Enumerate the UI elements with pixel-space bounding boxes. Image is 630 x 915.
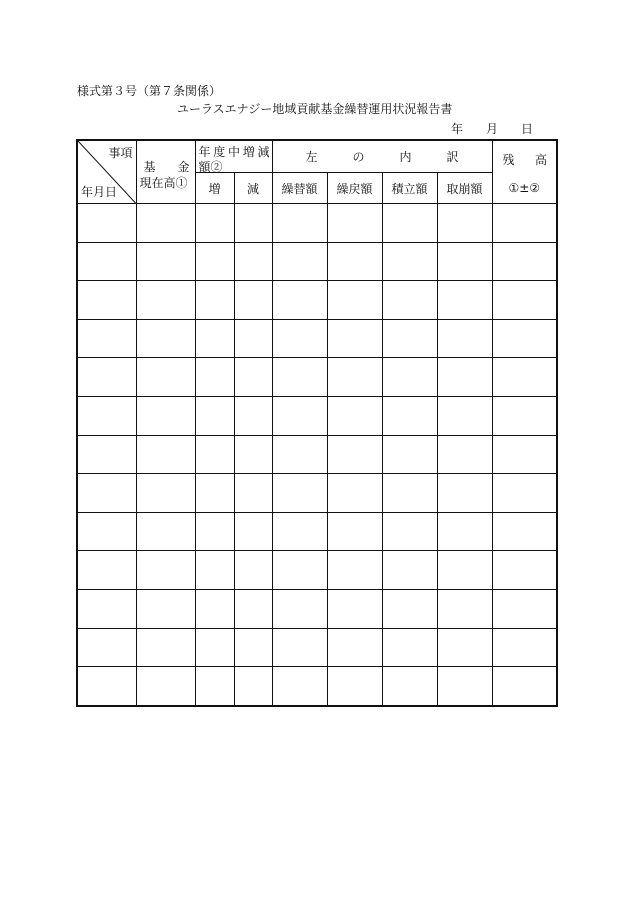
table-row (77, 589, 557, 628)
table-row (77, 319, 557, 358)
reserve-cell (382, 281, 437, 320)
transfer-cell (272, 435, 327, 474)
breakdown-header-cell (272, 140, 492, 173)
form-number: 様式第３号（第７条関係） (77, 84, 222, 98)
transfer-cell (272, 319, 327, 358)
balance-cell (492, 512, 557, 551)
withdrawal-cell (437, 281, 492, 320)
base-amount-cell (136, 204, 195, 243)
date-cell (77, 551, 136, 590)
increase-cell (195, 396, 234, 435)
transfer-cell (272, 204, 327, 243)
date-cell (77, 667, 136, 706)
transfer-column-header: 繰替額 (272, 173, 327, 204)
date-cell (77, 435, 136, 474)
document-title: ユーラスエナジー地域貢献基金繰替運用状況報告書 (177, 102, 453, 116)
increase-cell (195, 242, 234, 281)
decrease-cell (234, 204, 272, 243)
return-cell (327, 319, 382, 358)
table-row (77, 358, 557, 397)
withdrawal-cell (437, 319, 492, 358)
withdrawal-cell (437, 435, 492, 474)
transfer-cell (272, 281, 327, 320)
increase-cell (195, 589, 234, 628)
date-cell (77, 628, 136, 667)
decrease-column-header: 減 (234, 173, 272, 204)
corner-header-cell (77, 140, 136, 204)
base-label (144, 158, 190, 175)
transfer-cell (272, 512, 327, 551)
table-row (77, 396, 557, 435)
balance-label-char: 残 (502, 153, 515, 167)
inc-label-char: 年 (198, 145, 211, 159)
return-cell (327, 435, 382, 474)
increase-cell (195, 319, 234, 358)
reserve-cell (382, 319, 437, 358)
withdrawal-cell (437, 551, 492, 590)
reserve-cell (382, 204, 437, 243)
reserve-column-header: 積立額 (382, 173, 437, 204)
table-row (77, 435, 557, 474)
decrease-cell (234, 396, 272, 435)
return-cell (327, 628, 382, 667)
balance-cell (492, 242, 557, 281)
corner-item-label: 事項 (108, 146, 133, 160)
balance-label (503, 151, 548, 168)
transfer-cell (272, 474, 327, 513)
base-label-char: 金 (177, 160, 190, 174)
increase-cell (195, 551, 234, 590)
date-day-label: 日 (521, 122, 534, 136)
table-row (77, 512, 557, 551)
decrease-cell (234, 628, 272, 667)
balance-cell (492, 628, 557, 667)
increase-column-header: 増 (195, 173, 234, 204)
withdrawal-cell (437, 628, 492, 667)
withdrawal-cell (437, 667, 492, 706)
date-year-label: 年 (451, 122, 464, 136)
base-sub-label: 現在高① (139, 176, 188, 190)
balance-cell (492, 435, 557, 474)
table-row (77, 204, 557, 243)
date-cell (77, 204, 136, 243)
transfer-cell (272, 358, 327, 397)
decrease-cell (234, 435, 272, 474)
base-amount-cell (136, 628, 195, 667)
base-amount-cell (136, 281, 195, 320)
inc-label-char: 増 (242, 145, 255, 159)
transfer-cell (272, 667, 327, 706)
base-amount-cell (136, 319, 195, 358)
date-month-label: 月 (486, 122, 499, 136)
date-cell (77, 319, 136, 358)
inc-label-char: 中 (227, 145, 240, 159)
withdrawal-cell (437, 396, 492, 435)
return-cell (327, 242, 382, 281)
balance-cell (492, 474, 557, 513)
reserve-cell (382, 474, 437, 513)
base-amount-cell (136, 396, 195, 435)
balance-cell (492, 204, 557, 243)
return-column-header: 繰戻額 (327, 173, 382, 204)
date-cell (77, 396, 136, 435)
base-amount-cell (136, 474, 195, 513)
table-row (77, 628, 557, 667)
reserve-cell (382, 628, 437, 667)
reserve-cell (382, 551, 437, 590)
decrease-cell (234, 551, 272, 590)
withdrawal-column-header: 取崩額 (437, 173, 492, 204)
balance-cell (492, 281, 557, 320)
date-cell (77, 242, 136, 281)
return-cell (327, 589, 382, 628)
increase-cell (195, 204, 234, 243)
decrease-cell (234, 474, 272, 513)
return-cell (327, 281, 382, 320)
increase-cell (195, 667, 234, 706)
base-amount-cell (136, 667, 195, 706)
increase-cell (195, 512, 234, 551)
decrease-cell (234, 319, 272, 358)
decrease-cell (234, 512, 272, 551)
base-amount-cell (136, 358, 195, 397)
breakdown-label-char: 左 (305, 150, 318, 164)
balance-cell (492, 396, 557, 435)
reserve-cell (382, 667, 437, 706)
decrease-cell (234, 242, 272, 281)
reserve-cell (382, 589, 437, 628)
decrease-cell (234, 667, 272, 706)
increase-cell (195, 358, 234, 397)
reserve-cell (382, 358, 437, 397)
decrease-cell (234, 358, 272, 397)
base-label-char: 基 (143, 160, 156, 174)
balance-cell (492, 667, 557, 706)
reserve-cell (382, 435, 437, 474)
date-cell (77, 281, 136, 320)
increase-cell (195, 628, 234, 667)
decrease-cell (234, 281, 272, 320)
reserve-cell (382, 512, 437, 551)
header-row-1 (77, 140, 557, 173)
return-cell (327, 204, 382, 243)
balance-label-char: 高 (534, 153, 547, 167)
increase-cell (195, 474, 234, 513)
inc-label-char: 減 (257, 145, 270, 159)
base-amount-cell (136, 435, 195, 474)
table-row (77, 551, 557, 590)
report-table (76, 139, 558, 707)
return-cell (327, 512, 382, 551)
transfer-cell (272, 589, 327, 628)
transfer-cell (272, 628, 327, 667)
return-cell (327, 358, 382, 397)
return-cell (327, 551, 382, 590)
table-row (77, 667, 557, 706)
balance-header-cell (492, 140, 557, 204)
balance-cell (492, 319, 557, 358)
corner-date-label: 年月日 (81, 185, 118, 199)
breakdown-label-char: 訳 (446, 150, 459, 164)
transfer-cell (272, 396, 327, 435)
return-cell (327, 667, 382, 706)
withdrawal-cell (437, 474, 492, 513)
decrease-cell (234, 589, 272, 628)
increase-decrease-sub-label: 額② (198, 160, 223, 174)
table-row (77, 474, 557, 513)
withdrawal-cell (437, 358, 492, 397)
balance-sub-label: ①±② (508, 181, 541, 195)
balance-cell (492, 358, 557, 397)
reserve-cell (382, 396, 437, 435)
transfer-cell (272, 242, 327, 281)
reserve-cell (382, 242, 437, 281)
base-amount-cell (136, 512, 195, 551)
date-cell (77, 589, 136, 628)
table-row (77, 281, 557, 320)
balance-cell (492, 589, 557, 628)
withdrawal-cell (437, 589, 492, 628)
return-cell (327, 396, 382, 435)
base-amount-cell (136, 589, 195, 628)
breakdown-label-char: の (352, 150, 365, 164)
breakdown-label-char: 内 (399, 150, 412, 164)
return-cell (327, 474, 382, 513)
table-row (77, 242, 557, 281)
date-cell (77, 358, 136, 397)
date-cell (77, 474, 136, 513)
base-amount-cell (136, 242, 195, 281)
base-amount-cell (136, 551, 195, 590)
increase-cell (195, 281, 234, 320)
inc-label-char: 度 (213, 145, 226, 159)
base-header-cell (136, 140, 195, 204)
withdrawal-cell (437, 512, 492, 551)
balance-cell (492, 551, 557, 590)
withdrawal-cell (437, 242, 492, 281)
increase-cell (195, 435, 234, 474)
increase-decrease-header-cell (195, 140, 272, 173)
withdrawal-cell (437, 204, 492, 243)
transfer-cell (272, 551, 327, 590)
date-cell (77, 512, 136, 551)
